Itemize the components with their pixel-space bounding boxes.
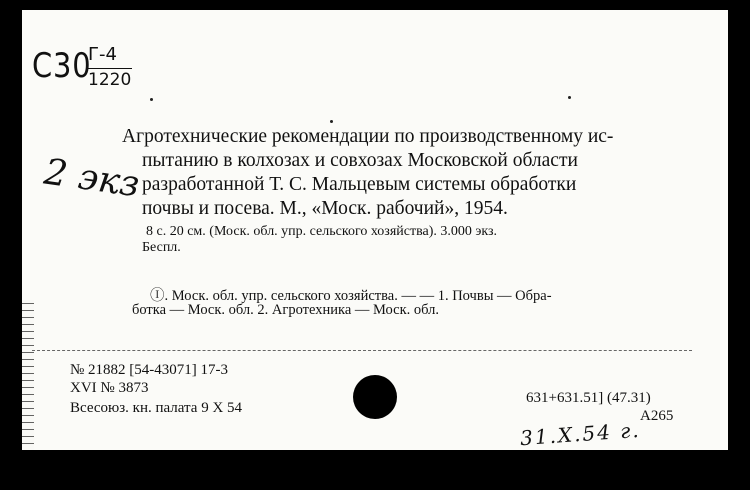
title-line-2: пытанию в колхозах и совхозах Московской области xyxy=(142,150,578,171)
handwritten-note: 2 экз xyxy=(41,151,143,206)
registration-line-1: № 21882 [54-43071] 17-3 xyxy=(70,362,229,378)
call-number-bottom: 1220 xyxy=(88,70,132,90)
dashed-divider xyxy=(32,350,692,351)
price-line: Беспл. xyxy=(142,240,181,255)
title-line-4: почвы и посева. М., «Моск. рабочий», 1954. xyxy=(142,198,508,219)
call-number-main: С30 xyxy=(32,46,92,86)
title-line-1: Агротехнические рекомендации по производственному ис- xyxy=(122,126,614,147)
classification-line-1: 631+631.51] (47.31) xyxy=(526,390,651,406)
call-number-divider xyxy=(88,68,132,69)
registration-line-2: XVI № 3873 xyxy=(70,380,149,396)
card-edge-marks xyxy=(22,300,34,450)
title-line-3: разработанной Т. С. Мальцевым системы обработки xyxy=(142,174,577,195)
tracing-line-1: Ⓘ. Моск. обл. упр. сельского хозяйства. — — 1. Почвы — Обра- xyxy=(150,288,552,304)
catalog-card xyxy=(22,10,728,450)
registration-line-3: Всесоюз. кн. палата 9 X 54 xyxy=(70,400,243,416)
speck xyxy=(330,120,333,123)
collation-line: 8 с. 20 см. (Моск. обл. упр. сельского хозяйства). 3.000 экз. xyxy=(146,224,498,239)
classification-line-2: А265 xyxy=(640,408,674,424)
handwritten-stamp: 31.Х.54 г. xyxy=(519,417,642,450)
speck xyxy=(150,98,153,101)
tracing-line-2: ботка — Моск. обл. 2. Агротехника — Моск. обл. xyxy=(132,302,439,318)
call-number-top: Г-4 xyxy=(88,44,117,65)
punch-hole xyxy=(353,375,397,419)
speck xyxy=(568,96,571,99)
